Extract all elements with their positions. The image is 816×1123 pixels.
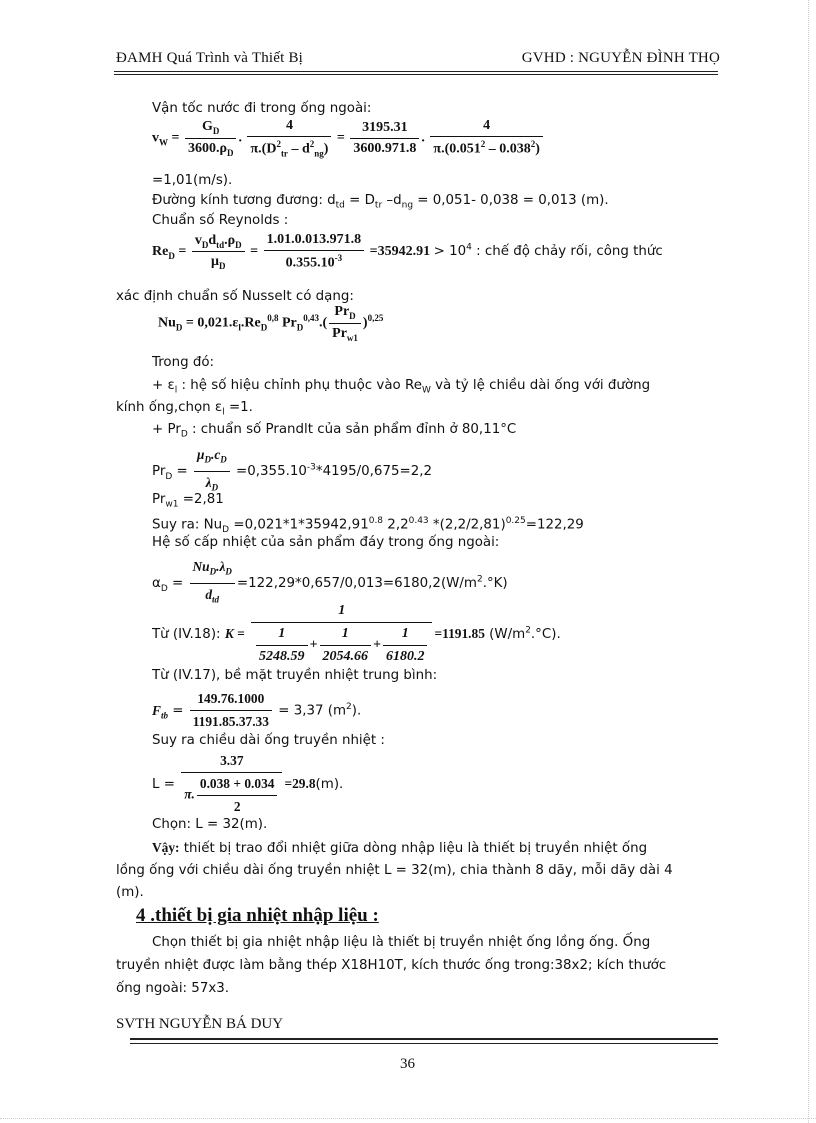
text-line: Chuẩn số Reynolds : xyxy=(152,213,289,228)
equation-area: $F_{tb}$ = $\frac{149.76.1000}{1191.85.37.33}$ = 3,37 $(m^2)$. xyxy=(152,691,362,729)
header-rule xyxy=(114,71,718,72)
equation-k: Từ (IV.18): K = 1 $\frac{1}{5248.59}$ + $\frac{1}{2054.66}$ + $\frac{1}{6180.2}$ =1191.85 $(W/m^2.^\circ C)$. xyxy=(152,603,561,664)
footer-rule xyxy=(130,1038,718,1040)
text-line: ống ngoài: 57x3. xyxy=(116,981,230,996)
equation-length: L = 3.37 π. $\frac{0.038 + 0.034}{2}$ =29.8(m). xyxy=(152,753,344,814)
text-line: Hệ số cấp nhiệt của sản phẩm đáy trong ống ngoài: xyxy=(152,535,500,550)
text-line: =1,01(m/s). xyxy=(152,173,233,188)
equation-prandtl: $Pr_D$ = $\frac{\mu_D.c_D}{\lambda_D}$ $=0,355.10^{-3}*4195/0,675=2,2$ xyxy=(152,447,433,493)
text-line: Từ (IV.17), bề mặt truyền nhiệt trung bình: xyxy=(152,668,438,683)
equation-nusselt: $Nu_D = 0,021.\varepsilon_l.Re_D^{0,8}$ $Pr_D^{0,43}$.( $\frac{Pr_D}{Pr_{w1}}$ )$^{0,25}$ xyxy=(158,304,384,343)
text-line: + $\varepsilon_l$ : hệ số hiệu chỉnh phụ thuộc vào $Re_W$ và tỷ lệ chiều dài ống với đường xyxy=(152,378,651,396)
equation-velocity: $v_W$ = $\frac{G_D}{3600.\rho_D}$ . $\frac{4}{\pi.(D^2_{tr} - d^2_{ng})}$ = $\frac{3195.31}{3600.971.8}$ . $\frac{4}{\pi.(0.051^2 - 0.038^2)}$ xyxy=(152,118,545,158)
section-heading: 4 .thiết bị gia nhiệt nhập liệu : xyxy=(136,905,379,926)
text-line: (m). xyxy=(116,885,144,900)
text-line: + $Pr_D$ : chuẩn số Prandlt của sản phẩm đỉnh ở 80,11°C xyxy=(152,422,517,440)
header-left: ĐAMH Quá Trình và Thiết Bị xyxy=(116,50,304,66)
text-line: Suy ra chiều dài ống truyền nhiệt : xyxy=(152,733,385,748)
equation-alpha: $\alpha_D$ = $\frac{Nu_D.\lambda_D}{d_{td}}$ $=122,29*0,657/0,013=6180,2(W/m^2.^\circ K)$ xyxy=(152,559,508,605)
page-edge xyxy=(0,1118,816,1119)
text-line: Vận tốc nước đi trong ống ngoài: xyxy=(152,101,372,116)
page-edge-right xyxy=(808,0,809,1123)
header-rule-2 xyxy=(114,74,718,75)
footer-author: SVTH NGUYỄN BÁ DUY xyxy=(116,1016,284,1032)
text-line: Đường kính tương đương: $d_{td} = D_{tr}$ $-d_{ng} = 0,051-$ 0,038 = 0,013 (m). xyxy=(152,193,609,211)
text-line: Vậy: thiết bị trao đổi nhiệt giữa dòng nhập liệu là thiết bị truyền nhiệt ống xyxy=(152,840,648,856)
text-line: lồng ống với chiều dài ống truyền nhiệt L = 32(m), chia thành 8 dãy, mỗi dãy dài 4 xyxy=(116,863,673,878)
page-number: 36 xyxy=(400,1056,415,1072)
text-line: $Pr_{w1} =2,81$ xyxy=(152,492,224,510)
equation-reynolds: $Re_D$ = $\frac{v_Dd_{td}.\rho_D}{\mu_D}$ = $\frac{1.01.0.013.971.8}{0.355.10^{-3}}$ $=35942.91 > 10^4$ : chế độ chảy rối, công thức xyxy=(152,232,663,272)
text-line: kính ống,chọn $\varepsilon_l =1$. xyxy=(116,400,253,418)
text-line: xác định chuẩn số Nusselt có dạng: xyxy=(116,289,354,304)
text-line: Suy ra: $Nu_D =0,021*1*35942,91^{0.8}$ $2,2^{0.43}$ $*(2,2/2,81)^{0.25}=122,29$ xyxy=(152,516,584,536)
text-line: Chọn: L = 32(m). xyxy=(152,817,268,832)
header-right: GVHD : NGUYỄN ĐÌNH THỌ xyxy=(521,50,720,66)
text-line: Trong đó: xyxy=(152,355,215,370)
text-line: truyền nhiệt được làm bằng thép X18H10T, kích thước ống trong:38x2; kích thước xyxy=(116,958,667,973)
footer-rule-2 xyxy=(130,1043,718,1044)
text-line: Chọn thiết bị gia nhiệt nhập liệu là thiết bị truyền nhiệt ống lồng ống. Ống xyxy=(152,935,651,950)
